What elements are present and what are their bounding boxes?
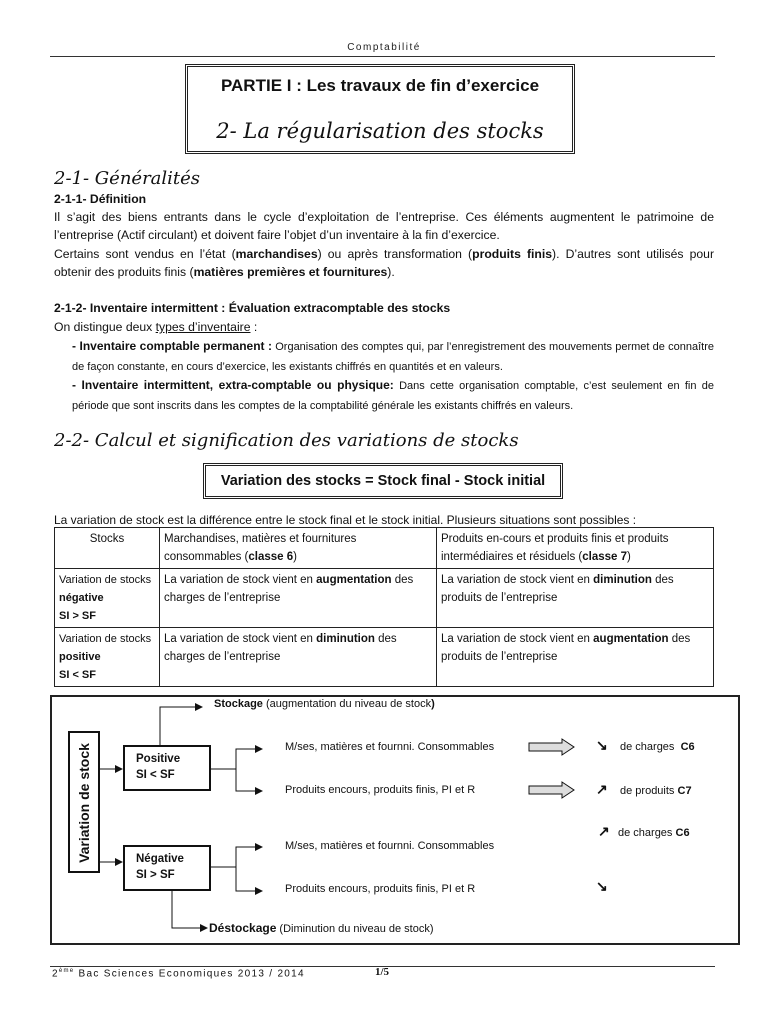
variation-table	[54, 527, 714, 687]
title-box	[185, 64, 575, 154]
table-cell: Variation de stocks positive SI < SF	[55, 628, 160, 687]
variation-intro: La variation de stock est la différence entre le stock final et le stock initial. Plusieurs situations sont possibles :	[54, 513, 637, 527]
positive-mses-label: M/ses, matières et fournni. Consommables	[285, 741, 495, 753]
inventory-intro: On distingue deux types d’inventaire :	[54, 320, 258, 334]
positive-produits-label: Produits encours, produits finis, PI et R	[285, 784, 476, 796]
permanent-inventory-item: - Inventaire comptable permanent : Organisation des comptes qui, par l’enregistrement des mouvements permet de connaître de façon constante, en cours d’exercice, les existants chiffrés en quantités et en valeurs.	[72, 339, 714, 373]
table-row	[55, 628, 714, 687]
charges-c6-label: de charges C6	[620, 741, 695, 753]
page-number: 1/5	[375, 966, 390, 978]
definition-heading: 2-1-1- Définition	[54, 192, 147, 206]
table-cell: La variation de stock vient en diminution des produits de l’entreprise	[437, 569, 714, 628]
negative-produits-label: Produits encours, produits finis, PI et R	[285, 883, 476, 895]
destockage-label: Déstockage (Diminution du niveau de stock)	[209, 921, 434, 935]
negative-mses-label: M/ses, matières et fournni. Consommables	[285, 840, 495, 852]
diagram-connectors	[52, 697, 738, 943]
definition-paragraph-2: Certains sont vendus en l’état (marchandises) ou après transformation (produits finis). D’autres sont utilisés pour obtenir des produits finis (matières premières et fournitures).	[54, 247, 715, 279]
section-heading-2-2: 2-2- Calcul et signification des variations de stocks	[54, 430, 519, 451]
table-cell: La variation de stock vient en augmentation des charges de l’entreprise	[160, 569, 437, 628]
down-arrow-icon: ↘	[596, 878, 608, 894]
variation-formula: Variation des stocks = Stock final - Stock initial	[203, 463, 563, 499]
negative-label: Négative SI > SF	[136, 853, 184, 881]
up-arrow-icon: ↗	[598, 823, 610, 839]
table-header-class6: Marchandises, matières et fournitures consommables (classe 6)	[160, 528, 437, 569]
variation-label: Variation de stock	[76, 743, 92, 863]
positive-label: Positive SI < SF	[136, 753, 181, 781]
table-row	[55, 569, 714, 628]
header-rule	[50, 56, 715, 57]
down-arrow-icon: ↘	[596, 737, 608, 753]
table-header-class7: Produits en-cours et produits finis et produits intermédiaires et résiduels (classe 7)	[437, 528, 714, 569]
up-arrow-icon: ↗	[596, 781, 608, 797]
chapter-title: 2- La régularisation des stocks	[216, 119, 544, 143]
table-cell: La variation de stock vient en augmentation des produits de l’entreprise	[437, 628, 714, 687]
section-heading-2-1: 2-1- Généralités	[54, 168, 201, 189]
table-cell: Variation de stocks négative SI > SF	[55, 569, 160, 628]
block-arrow	[529, 739, 574, 755]
definition-text: Il s’agit des biens entrants dans le cycle d’exploitation de l’entreprise. Ces éléments augmentent le patrimoine de l’entreprise (Actif circulant) et doivent faire l’objet d’un inventaire à la fin d’exercice.	[54, 210, 714, 242]
page-header: Comptabilité	[347, 42, 421, 53]
inventory-heading: 2-1-2- Inventaire intermittent : Évaluation extracomptable des stocks	[54, 301, 451, 315]
part-title: PARTIE I : Les travaux de fin d’exercice	[220, 76, 540, 95]
table-cell: La variation de stock vient en diminution des charges de l’entreprise	[160, 628, 437, 687]
intermittent-inventory-item: - Inventaire intermittent, extra-comptable ou physique: Dans cette organisation comptable, c’est seulement en fin de période que sont inscrits dans les comptes de la comptabilité générale les existants chiffrés en valeurs.	[72, 378, 714, 412]
stock-variation-diagram	[50, 695, 740, 945]
charges-c6-label: de charges C6	[618, 827, 690, 839]
produits-c7-label: de produits C7	[620, 785, 692, 797]
stockage-label: Stockage (augmentation du niveau de stock)	[214, 698, 435, 710]
table-row	[55, 528, 714, 569]
block-arrow	[529, 782, 574, 798]
table-header-stocks: Stocks	[55, 528, 160, 569]
footer-level: 2ème Bac Sciences Economiques 2013 / 2014	[52, 968, 305, 980]
